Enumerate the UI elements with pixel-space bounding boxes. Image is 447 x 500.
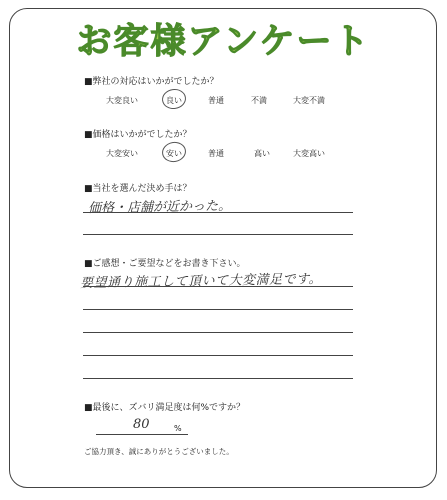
q2-option-3: 普通 xyxy=(208,149,224,158)
q4-answer-line-1 xyxy=(83,286,353,287)
q4-handwritten-answer: 要望通り施工して頂いて大変満足です。 xyxy=(79,271,323,292)
question-3-label: ■当社を選んだ決め手は？ xyxy=(84,184,192,194)
question-1-label: ■弊社の対応はいかがでしたか？ xyxy=(84,77,219,87)
q1-option-1: 大変良い xyxy=(106,96,138,105)
q1-option-4: 不満 xyxy=(251,96,267,105)
q5-handwritten-answer: 80 xyxy=(133,417,150,432)
question-2-label: ■価格はいかがでしたか？ xyxy=(84,130,192,140)
q4-answer-line-5 xyxy=(83,378,353,379)
q3-answer-line-2 xyxy=(83,234,353,235)
survey-title: お客様アンケート xyxy=(76,22,371,62)
q2-option-2: 安い xyxy=(166,149,182,158)
q3-answer-line-1 xyxy=(83,212,353,213)
q4-answer-line-2 xyxy=(83,309,353,310)
q3-handwritten-answer: 価格・店舗が近かった。 xyxy=(87,198,232,217)
q4-answer-line-4 xyxy=(83,355,353,356)
q1-option-3: 普通 xyxy=(208,96,224,105)
q1-option-2: 良い xyxy=(166,96,182,105)
q2-option-5: 大変高い xyxy=(293,149,325,158)
thanks-message: ご協力頂き、誠にありがとうございました。 xyxy=(84,447,234,456)
q4-answer-line-3 xyxy=(83,332,353,333)
q2-option-4: 高い xyxy=(254,149,270,158)
survey-card xyxy=(9,8,437,488)
question-5-label: ■最後に、ズバリ満足度は何%ですか？ xyxy=(84,403,246,413)
question-4-label: ■ご感想・ご要望などをお書き下さい。 xyxy=(84,259,246,269)
q1-option-5: 大変不満 xyxy=(293,96,325,105)
q5-answer-line xyxy=(96,434,188,435)
q5-unit: % xyxy=(174,424,182,433)
q2-option-1: 大変安い xyxy=(106,149,138,158)
